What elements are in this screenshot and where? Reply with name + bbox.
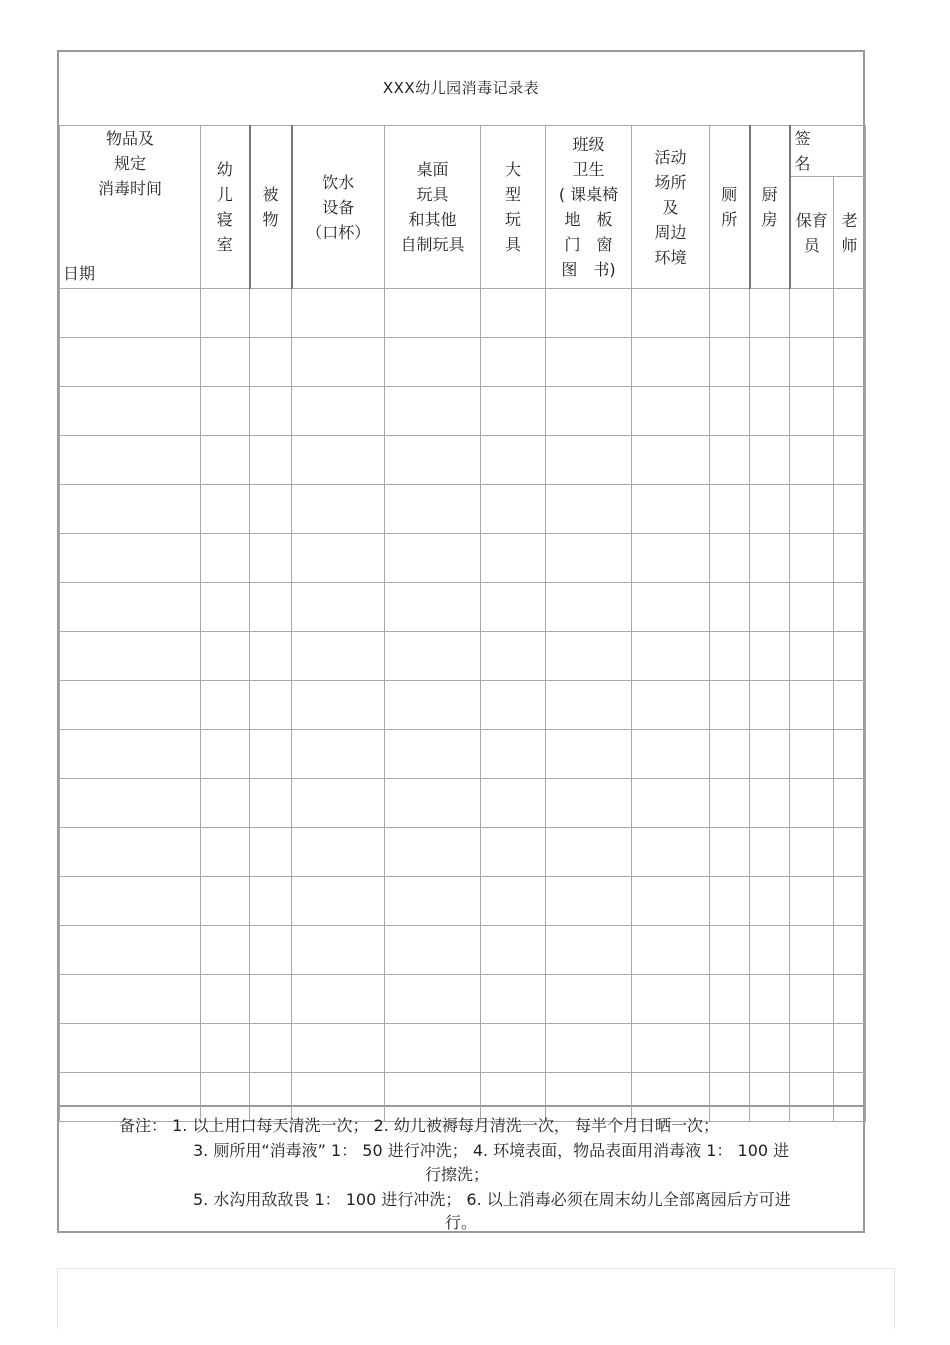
record-cell[interactable] [385, 632, 481, 681]
record-cell[interactable] [292, 681, 385, 730]
record-cell[interactable] [546, 632, 632, 681]
header-col-bedding: 被 物 [250, 126, 292, 289]
record-cell[interactable] [750, 534, 790, 583]
note-line-5: 行。 [445, 1213, 478, 1232]
record-cell[interactable] [385, 436, 481, 485]
record-cell[interactable] [710, 1024, 750, 1073]
record-cell[interactable] [546, 779, 632, 828]
record-cell[interactable] [546, 877, 632, 926]
record-cell[interactable] [790, 338, 834, 387]
note-line-2: 3. 厕所用“消毒液” 1： 50 进行冲洗； 4. 环境表面，物品表面用消毒液 1： 100 进 [193, 1141, 790, 1160]
record-cell[interactable] [834, 828, 866, 877]
record-cell[interactable] [201, 1024, 250, 1073]
header-items-label: 物品及 规定 消毒时间 [97, 129, 162, 198]
table-row [60, 387, 866, 436]
date-cell[interactable] [60, 534, 201, 583]
table-row [60, 779, 866, 828]
record-cell[interactable] [250, 632, 292, 681]
date-cell[interactable] [60, 338, 201, 387]
record-cell[interactable] [201, 926, 250, 975]
record-cell[interactable] [834, 681, 866, 730]
record-cell[interactable] [710, 779, 750, 828]
date-cell[interactable] [60, 877, 201, 926]
record-table [59, 125, 866, 1122]
record-cell[interactable] [710, 828, 750, 877]
table-row [60, 1024, 866, 1073]
record-cell[interactable] [250, 975, 292, 1024]
record-cell[interactable] [710, 681, 750, 730]
note-line-1: 备注： 1. 以上用口每天清洗一次； 2. 幼儿被褥每月清洗一次， 每半个月日晒一次； [119, 1116, 719, 1135]
record-cell[interactable] [385, 289, 481, 338]
record-cell[interactable] [834, 338, 866, 387]
record-cell[interactable] [201, 387, 250, 436]
record-cell[interactable] [834, 730, 866, 779]
record-cell[interactable] [710, 338, 750, 387]
record-cell[interactable] [201, 289, 250, 338]
note-line-4: 5. 水沟用敌敌畏 1： 100 进行冲洗； 6. 以上消毒必须在周末幼儿全部离园后方可进 [193, 1190, 791, 1209]
record-cell[interactable] [201, 632, 250, 681]
table-row [60, 534, 866, 583]
record-cell[interactable] [385, 877, 481, 926]
record-cell[interactable] [750, 387, 790, 436]
date-cell[interactable] [60, 436, 201, 485]
record-cell[interactable] [250, 681, 292, 730]
record-cell[interactable] [481, 583, 546, 632]
table-row [60, 681, 866, 730]
record-cell[interactable] [250, 779, 292, 828]
record-cell[interactable] [750, 485, 790, 534]
record-cell[interactable] [385, 534, 481, 583]
record-cell[interactable] [750, 828, 790, 877]
next-page-edge [57, 1268, 895, 1329]
record-cell[interactable] [790, 730, 834, 779]
record-cell[interactable] [250, 534, 292, 583]
record-cell[interactable] [201, 828, 250, 877]
record-cell[interactable] [750, 632, 790, 681]
record-cell[interactable] [292, 1024, 385, 1073]
record-cell[interactable] [385, 583, 481, 632]
date-cell[interactable] [60, 289, 201, 338]
table-row [60, 583, 866, 632]
record-cell[interactable] [481, 975, 546, 1024]
record-cell[interactable] [250, 828, 292, 877]
record-cell[interactable] [385, 485, 481, 534]
date-cell[interactable] [60, 828, 201, 877]
table-row [60, 828, 866, 877]
record-cell[interactable] [201, 338, 250, 387]
record-cell[interactable] [632, 877, 710, 926]
record-cell[interactable] [632, 534, 710, 583]
record-cell[interactable] [710, 289, 750, 338]
record-cell[interactable] [750, 681, 790, 730]
record-cell[interactable] [750, 779, 790, 828]
record-cell[interactable] [546, 583, 632, 632]
header-col-large-toys: 大 型 玩 具 [481, 126, 546, 289]
record-cell[interactable] [632, 387, 710, 436]
record-cell[interactable] [546, 730, 632, 779]
record-cell[interactable] [201, 730, 250, 779]
record-cell[interactable] [834, 926, 866, 975]
table-row [60, 436, 866, 485]
record-cell[interactable] [790, 926, 834, 975]
record-cell[interactable] [834, 632, 866, 681]
date-cell[interactable] [60, 485, 201, 534]
record-cell[interactable] [790, 583, 834, 632]
note-line-3: 行擦洗； [425, 1165, 490, 1184]
record-cell[interactable] [292, 779, 385, 828]
record-cell[interactable] [546, 975, 632, 1024]
record-cell[interactable] [292, 436, 385, 485]
header-col-caregiver: 保育 员 [790, 177, 834, 289]
record-cell[interactable] [632, 828, 710, 877]
record-cell[interactable] [481, 1024, 546, 1073]
record-cell[interactable] [750, 338, 790, 387]
record-cell[interactable] [292, 485, 385, 534]
record-cell[interactable] [385, 387, 481, 436]
record-cell[interactable] [834, 877, 866, 926]
record-cell[interactable] [385, 779, 481, 828]
record-cell[interactable] [385, 1024, 481, 1073]
header-date-label: 日期 [63, 264, 96, 283]
record-cell[interactable] [834, 289, 866, 338]
record-cell[interactable] [790, 828, 834, 877]
record-cell[interactable] [790, 436, 834, 485]
record-cell[interactable] [292, 289, 385, 338]
record-cell[interactable] [632, 926, 710, 975]
record-cell[interactable] [750, 877, 790, 926]
table-row [60, 289, 866, 338]
notes-section [59, 1105, 863, 1231]
record-cell[interactable] [250, 877, 292, 926]
record-cell[interactable] [750, 583, 790, 632]
disinfection-record-sheet [57, 50, 865, 1233]
record-cell[interactable] [481, 534, 546, 583]
record-cell[interactable] [834, 436, 866, 485]
record-cell[interactable] [546, 828, 632, 877]
header-signature: 签名 [790, 126, 866, 177]
record-cell[interactable] [546, 534, 632, 583]
record-cell[interactable] [292, 583, 385, 632]
table-row [60, 338, 866, 387]
record-cell[interactable] [710, 387, 750, 436]
record-cell[interactable] [790, 779, 834, 828]
record-cell[interactable] [710, 975, 750, 1024]
record-cell[interactable] [790, 632, 834, 681]
record-cell[interactable] [292, 828, 385, 877]
record-cell[interactable] [546, 1024, 632, 1073]
record-cell[interactable] [481, 436, 546, 485]
record-cell[interactable] [481, 779, 546, 828]
record-cell[interactable] [385, 681, 481, 730]
record-cell[interactable] [710, 583, 750, 632]
header-col-class-hygiene: 班级 卫生 ( 课桌椅 地 板 门 窗 图 书) [546, 126, 632, 289]
record-cell[interactable] [292, 632, 385, 681]
record-cell[interactable] [385, 828, 481, 877]
date-cell[interactable] [60, 730, 201, 779]
record-cell[interactable] [481, 387, 546, 436]
record-cell[interactable] [790, 534, 834, 583]
record-cell[interactable] [201, 583, 250, 632]
date-cell[interactable] [60, 1024, 201, 1073]
header-col-toys: 桌面 玩具 和其他 自制玩具 [385, 126, 481, 289]
record-cell[interactable] [481, 681, 546, 730]
date-cell[interactable] [60, 779, 201, 828]
record-cell[interactable] [201, 975, 250, 1024]
record-cell[interactable] [250, 387, 292, 436]
record-cell[interactable] [481, 338, 546, 387]
record-cell[interactable] [250, 485, 292, 534]
record-cell[interactable] [201, 681, 250, 730]
record-cell[interactable] [632, 583, 710, 632]
table-row [60, 730, 866, 779]
record-cell[interactable] [385, 730, 481, 779]
record-cell[interactable] [790, 387, 834, 436]
record-cell[interactable] [546, 926, 632, 975]
record-cell[interactable] [292, 534, 385, 583]
record-cell[interactable] [481, 828, 546, 877]
record-cell[interactable] [834, 779, 866, 828]
record-cell[interactable] [292, 730, 385, 779]
record-cell[interactable] [750, 289, 790, 338]
table-row [60, 485, 866, 534]
record-cell[interactable] [834, 387, 866, 436]
record-cell[interactable] [710, 926, 750, 975]
record-cell[interactable] [250, 338, 292, 387]
record-cell[interactable] [292, 877, 385, 926]
record-cell[interactable] [201, 779, 250, 828]
record-cell[interactable] [632, 779, 710, 828]
record-cell[interactable] [546, 681, 632, 730]
record-cell[interactable] [481, 877, 546, 926]
record-cell[interactable] [481, 485, 546, 534]
record-cell[interactable] [790, 485, 834, 534]
date-cell[interactable] [60, 387, 201, 436]
header-col-water: 饮水 设备 （口杯） [292, 126, 385, 289]
header-col-activity-area: 活动 场所 及 周边 环境 [632, 126, 710, 289]
record-cell[interactable] [201, 534, 250, 583]
date-cell[interactable] [60, 632, 201, 681]
record-cell[interactable] [750, 926, 790, 975]
record-cell[interactable] [790, 877, 834, 926]
record-cell[interactable] [790, 681, 834, 730]
header-col-toilet: 厕 所 [710, 126, 750, 289]
header-col-kitchen: 厨 房 [750, 126, 790, 289]
record-cell[interactable] [632, 289, 710, 338]
date-cell[interactable] [60, 975, 201, 1024]
record-cell[interactable] [292, 387, 385, 436]
record-cell[interactable] [546, 485, 632, 534]
record-cell[interactable] [481, 289, 546, 338]
record-cell[interactable] [834, 1024, 866, 1073]
table-row [60, 926, 866, 975]
record-cell[interactable] [201, 485, 250, 534]
record-cell[interactable] [292, 926, 385, 975]
page-title: XXX幼儿园消毒记录表 [59, 52, 863, 126]
record-cell[interactable] [250, 436, 292, 485]
record-cell[interactable] [632, 436, 710, 485]
record-cell[interactable] [385, 975, 481, 1024]
record-cell[interactable] [834, 975, 866, 1024]
record-cell[interactable] [250, 1024, 292, 1073]
record-cell[interactable] [546, 436, 632, 485]
header-col-teacher: 老 师 [834, 177, 866, 289]
header-col-dorm: 幼 儿 寝 室 [201, 126, 250, 289]
table-row [60, 877, 866, 926]
record-cell[interactable] [632, 338, 710, 387]
record-cell[interactable] [710, 485, 750, 534]
record-cell[interactable] [385, 926, 481, 975]
record-cell[interactable] [481, 730, 546, 779]
table-row [60, 975, 866, 1024]
record-cell[interactable] [632, 681, 710, 730]
record-cell[interactable] [750, 975, 790, 1024]
date-cell[interactable] [60, 583, 201, 632]
record-cell[interactable] [546, 387, 632, 436]
date-cell[interactable] [60, 681, 201, 730]
record-cell[interactable] [710, 632, 750, 681]
record-cell[interactable] [201, 877, 250, 926]
record-cell[interactable] [710, 730, 750, 779]
record-cell[interactable] [201, 436, 250, 485]
record-cell[interactable] [250, 289, 292, 338]
record-cell[interactable] [481, 926, 546, 975]
record-cell[interactable] [632, 975, 710, 1024]
record-cell[interactable] [250, 583, 292, 632]
record-cell[interactable] [546, 289, 632, 338]
table-row [60, 632, 866, 681]
record-cell[interactable] [790, 289, 834, 338]
record-cell[interactable] [834, 534, 866, 583]
record-cell[interactable] [250, 926, 292, 975]
record-cell[interactable] [632, 730, 710, 779]
record-cell[interactable] [292, 975, 385, 1024]
record-cell[interactable] [632, 632, 710, 681]
record-cell[interactable] [632, 485, 710, 534]
record-cell[interactable] [546, 338, 632, 387]
record-cell[interactable] [834, 485, 866, 534]
record-cell[interactable] [750, 1024, 790, 1073]
record-cell[interactable] [632, 1024, 710, 1073]
record-cell[interactable] [834, 583, 866, 632]
record-cell[interactable] [250, 730, 292, 779]
record-cell[interactable] [790, 975, 834, 1024]
record-cell[interactable] [710, 877, 750, 926]
record-cell[interactable] [481, 632, 546, 681]
record-cell[interactable] [750, 436, 790, 485]
record-cell[interactable] [710, 534, 750, 583]
header-items-date-cell [60, 126, 201, 289]
date-cell[interactable] [60, 926, 201, 975]
record-cell[interactable] [385, 338, 481, 387]
record-cell[interactable] [750, 730, 790, 779]
record-cell[interactable] [790, 1024, 834, 1073]
record-cell[interactable] [710, 436, 750, 485]
record-cell[interactable] [292, 338, 385, 387]
